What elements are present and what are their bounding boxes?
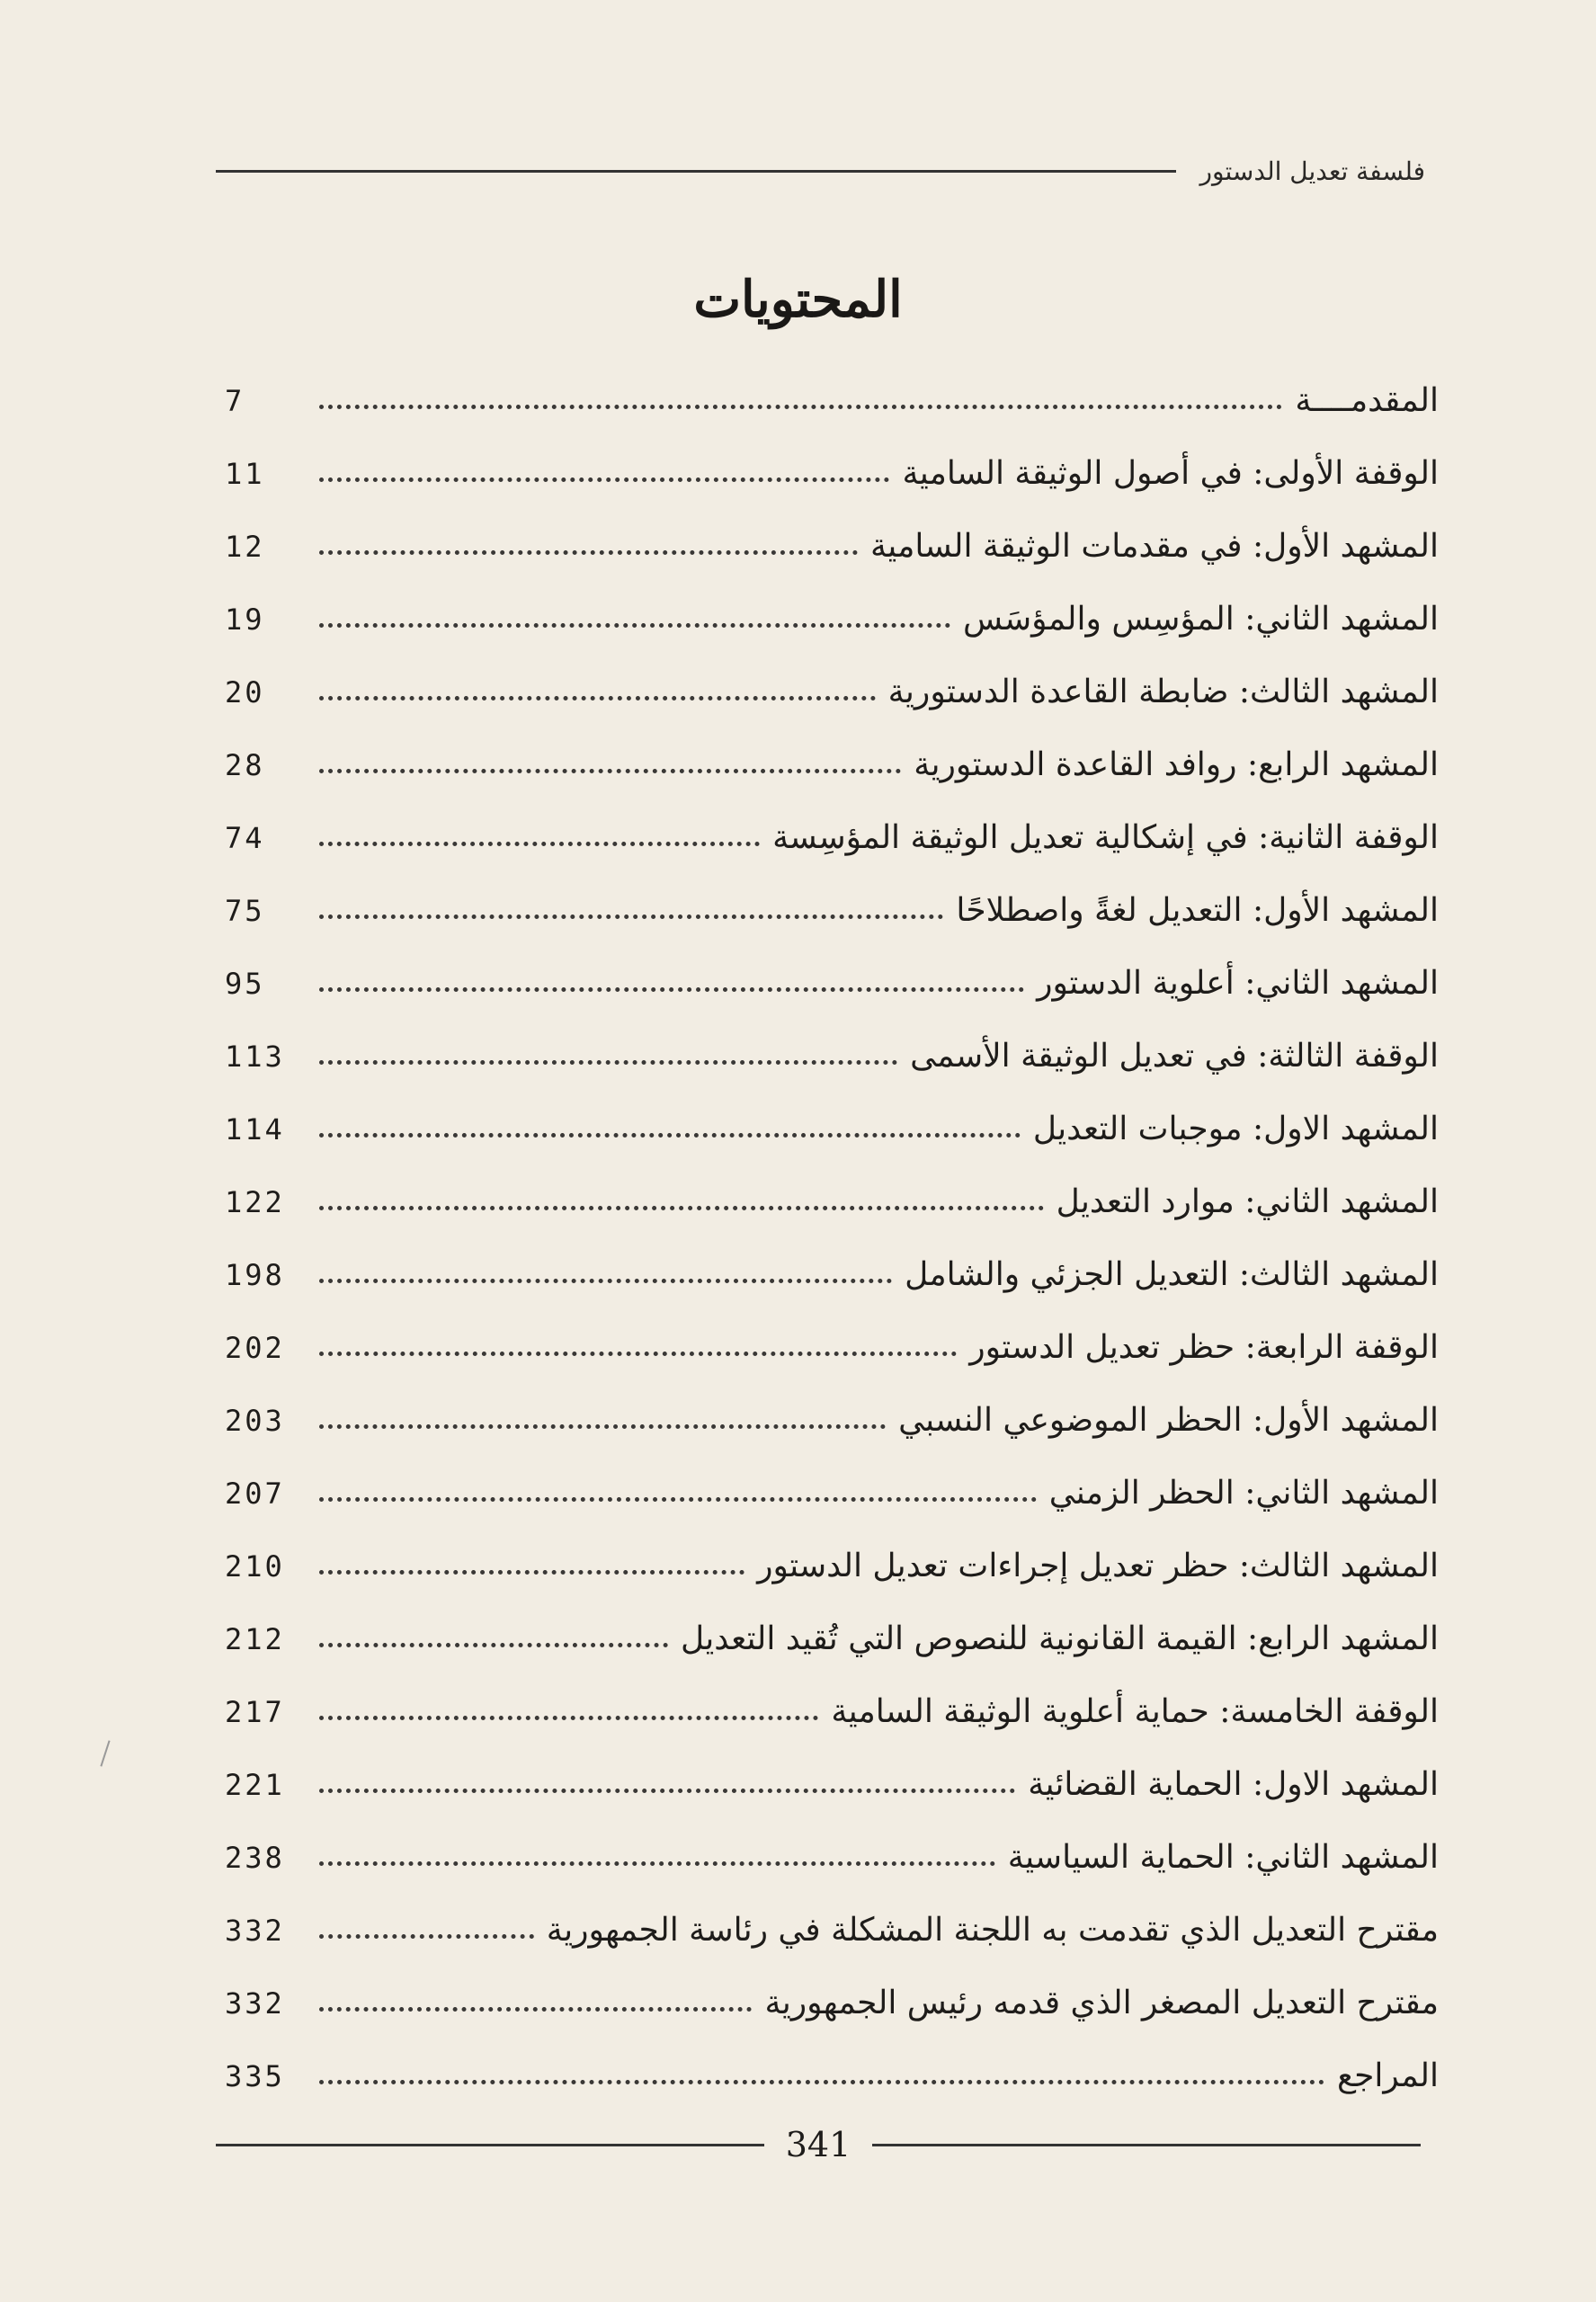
dot-leader <box>319 1643 668 1647</box>
toc-entry-label: المشهد الثالث: التعديل الجزئي والشامل <box>905 1256 1439 1293</box>
dot-leader <box>319 1716 818 1720</box>
toc-entry-page: 74 <box>225 820 265 855</box>
toc-entry-page: 335 <box>225 2058 285 2093</box>
toc-entry-label: المشهد الثاني: الحماية السياسية <box>1007 1839 1439 1876</box>
toc-entry-page: 210 <box>225 1548 285 1584</box>
toc-entry-label: المشهد الثاني: موارد التعديل <box>1056 1183 1439 1220</box>
toc-entry-page: 114 <box>225 1111 285 1147</box>
dot-leader <box>319 550 858 555</box>
toc-entry-label: المشهد الثالث: ضابطة القاعدة الدستورية <box>887 674 1439 710</box>
toc-entry-page: 7 <box>225 383 245 418</box>
toc-entry-page: 122 <box>225 1184 285 1219</box>
footer-rule-right <box>872 2144 1421 2146</box>
toc-entry-page: 212 <box>225 1621 285 1656</box>
toc-entry-page: 332 <box>225 1913 285 1948</box>
dot-leader <box>319 1861 995 1866</box>
dot-leader <box>319 842 760 846</box>
dot-leader <box>319 1133 1021 1138</box>
toc-entry <box>225 801 1439 874</box>
dot-leader <box>319 477 889 482</box>
dot-leader <box>319 1060 897 1065</box>
dot-leader <box>319 1279 892 1283</box>
toc-entry-label: المشهد الرابع: القيمة القانونية للنصوص التي تُقيد التعديل <box>680 1620 1439 1657</box>
dot-leader <box>319 1789 1015 1793</box>
toc-entry-page: 221 <box>225 1767 285 1802</box>
toc-entry-page: 238 <box>225 1840 285 1875</box>
toc-entry <box>225 1602 1439 1675</box>
dot-leader <box>319 2007 752 2012</box>
dot-leader <box>319 1934 534 1939</box>
toc-entry-label: المشهد الأول: التعديل لغةً واصطلاحًا <box>956 892 1439 929</box>
toc-entry-page: 28 <box>225 747 265 782</box>
toc-entry-label: المشهد الأول: الحظر الموضوعي النسبي <box>898 1402 1439 1439</box>
toc-entry <box>225 656 1439 728</box>
margin-pen-mark <box>100 1740 110 1766</box>
toc-entry-page: 113 <box>225 1039 285 1074</box>
toc-entry <box>225 1384 1439 1457</box>
toc-entry <box>225 510 1439 583</box>
toc-entry <box>225 583 1439 656</box>
toc-entry-label: الوقفة الرابعة: حظر تعديل الدستور <box>969 1329 1439 1366</box>
toc-entry-label: المشهد الثاني: المؤسِس والمؤسَس <box>963 601 1439 638</box>
toc-entry-label: الوقفة الخامسة: حماية أعلوية الوثيقة السامية <box>831 1693 1439 1730</box>
page-footer <box>216 2118 1421 2172</box>
toc-entry <box>225 1238 1439 1311</box>
toc-entry-page: 203 <box>225 1403 285 1438</box>
toc-entry-label: المشهد الأول: في مقدمات الوثيقة السامية <box>869 528 1439 565</box>
toc-entry-label: مقترح التعديل المصغر الذي قدمه رئيس الجمهورية <box>764 1985 1439 2021</box>
dot-leader <box>319 1206 1044 1210</box>
toc-entry <box>225 1311 1439 1384</box>
toc-entry-page: 207 <box>225 1476 285 1511</box>
toc-entry-page: 198 <box>225 1257 285 1292</box>
toc-entry <box>225 947 1439 1020</box>
dot-leader <box>319 623 950 628</box>
footer-rule-left <box>216 2144 764 2146</box>
toc-entry <box>225 2039 1439 2112</box>
toc-entry-page: 217 <box>225 1694 285 1729</box>
toc-entry-page: 19 <box>225 602 265 637</box>
toc-entry <box>225 874 1439 947</box>
toc-entry <box>225 1530 1439 1602</box>
toc-entry-label: الوقفة الثالثة: في تعديل الوثيقة الأسمى <box>910 1038 1439 1075</box>
toc-entry-label: مقترح التعديل الذي تقدمت به اللجنة المشكلة في رئاسة الجمهورية <box>546 1912 1439 1949</box>
dot-leader <box>319 987 1024 992</box>
dot-leader <box>319 2080 1324 2084</box>
toc-entry <box>225 1093 1439 1165</box>
toc-entry <box>225 1457 1439 1530</box>
dot-leader <box>319 1497 1037 1502</box>
toc-entry <box>225 1821 1439 1894</box>
toc-entry <box>225 364 1439 437</box>
toc-entry-page: 75 <box>225 893 265 928</box>
running-header-title: فلسفة تعديل الدستور <box>1199 156 1425 186</box>
toc-entry <box>225 1165 1439 1238</box>
dot-leader <box>319 1570 745 1575</box>
toc-entry <box>225 1020 1439 1093</box>
toc-entry <box>225 728 1439 801</box>
toc-entry-page: 12 <box>225 529 265 564</box>
header-rule <box>216 170 1176 173</box>
toc-entry-label: الوقفة الأولى: في أصول الوثيقة السامية <box>902 455 1439 492</box>
toc-entry-page: 95 <box>225 966 265 1001</box>
toc-entry-page: 11 <box>225 456 265 491</box>
toc-entry <box>225 1967 1439 2039</box>
toc-entry-page: 332 <box>225 1985 285 2021</box>
toc-entry-page: 202 <box>225 1330 285 1365</box>
toc-entry-label: المشهد الاول: الحماية القضائية <box>1028 1766 1439 1803</box>
dot-leader <box>319 696 876 700</box>
toc-entry-label: المشهد الثالث: حظر تعديل إجراءات تعديل الدستور <box>757 1548 1439 1584</box>
toc-entry-label: المشهد الثاني: أعلوية الدستور <box>1037 965 1439 1002</box>
toc-entry-label: الوقفة الثانية: في إشكالية تعديل الوثيقة المؤسِسة <box>772 819 1439 856</box>
dot-leader <box>319 1352 957 1356</box>
toc-entry-label: المشهد الثاني: الحظر الزمني <box>1048 1475 1439 1512</box>
toc-entry-page: 20 <box>225 674 265 709</box>
toc-entry-label: المشهد الرابع: روافد القاعدة الدستورية <box>914 746 1439 783</box>
dot-leader <box>319 769 901 773</box>
toc-heading: المحتويات <box>693 270 903 329</box>
running-header <box>216 148 1425 193</box>
dot-leader <box>319 1424 886 1429</box>
toc-entry <box>225 437 1439 510</box>
toc-entry-label: المشهد الاول: موجبات التعديل <box>1032 1111 1439 1147</box>
dot-leader <box>319 405 1282 409</box>
toc-entry-label: المقدمــــة <box>1295 382 1439 419</box>
toc-entry <box>225 1894 1439 1967</box>
toc-entry-label: المراجع <box>1336 2057 1439 2094</box>
table-of-contents <box>225 364 1439 2112</box>
page-number: 341 <box>785 2125 851 2164</box>
toc-entry <box>225 1675 1439 1748</box>
toc-entry <box>225 1748 1439 1821</box>
dot-leader <box>319 915 943 919</box>
